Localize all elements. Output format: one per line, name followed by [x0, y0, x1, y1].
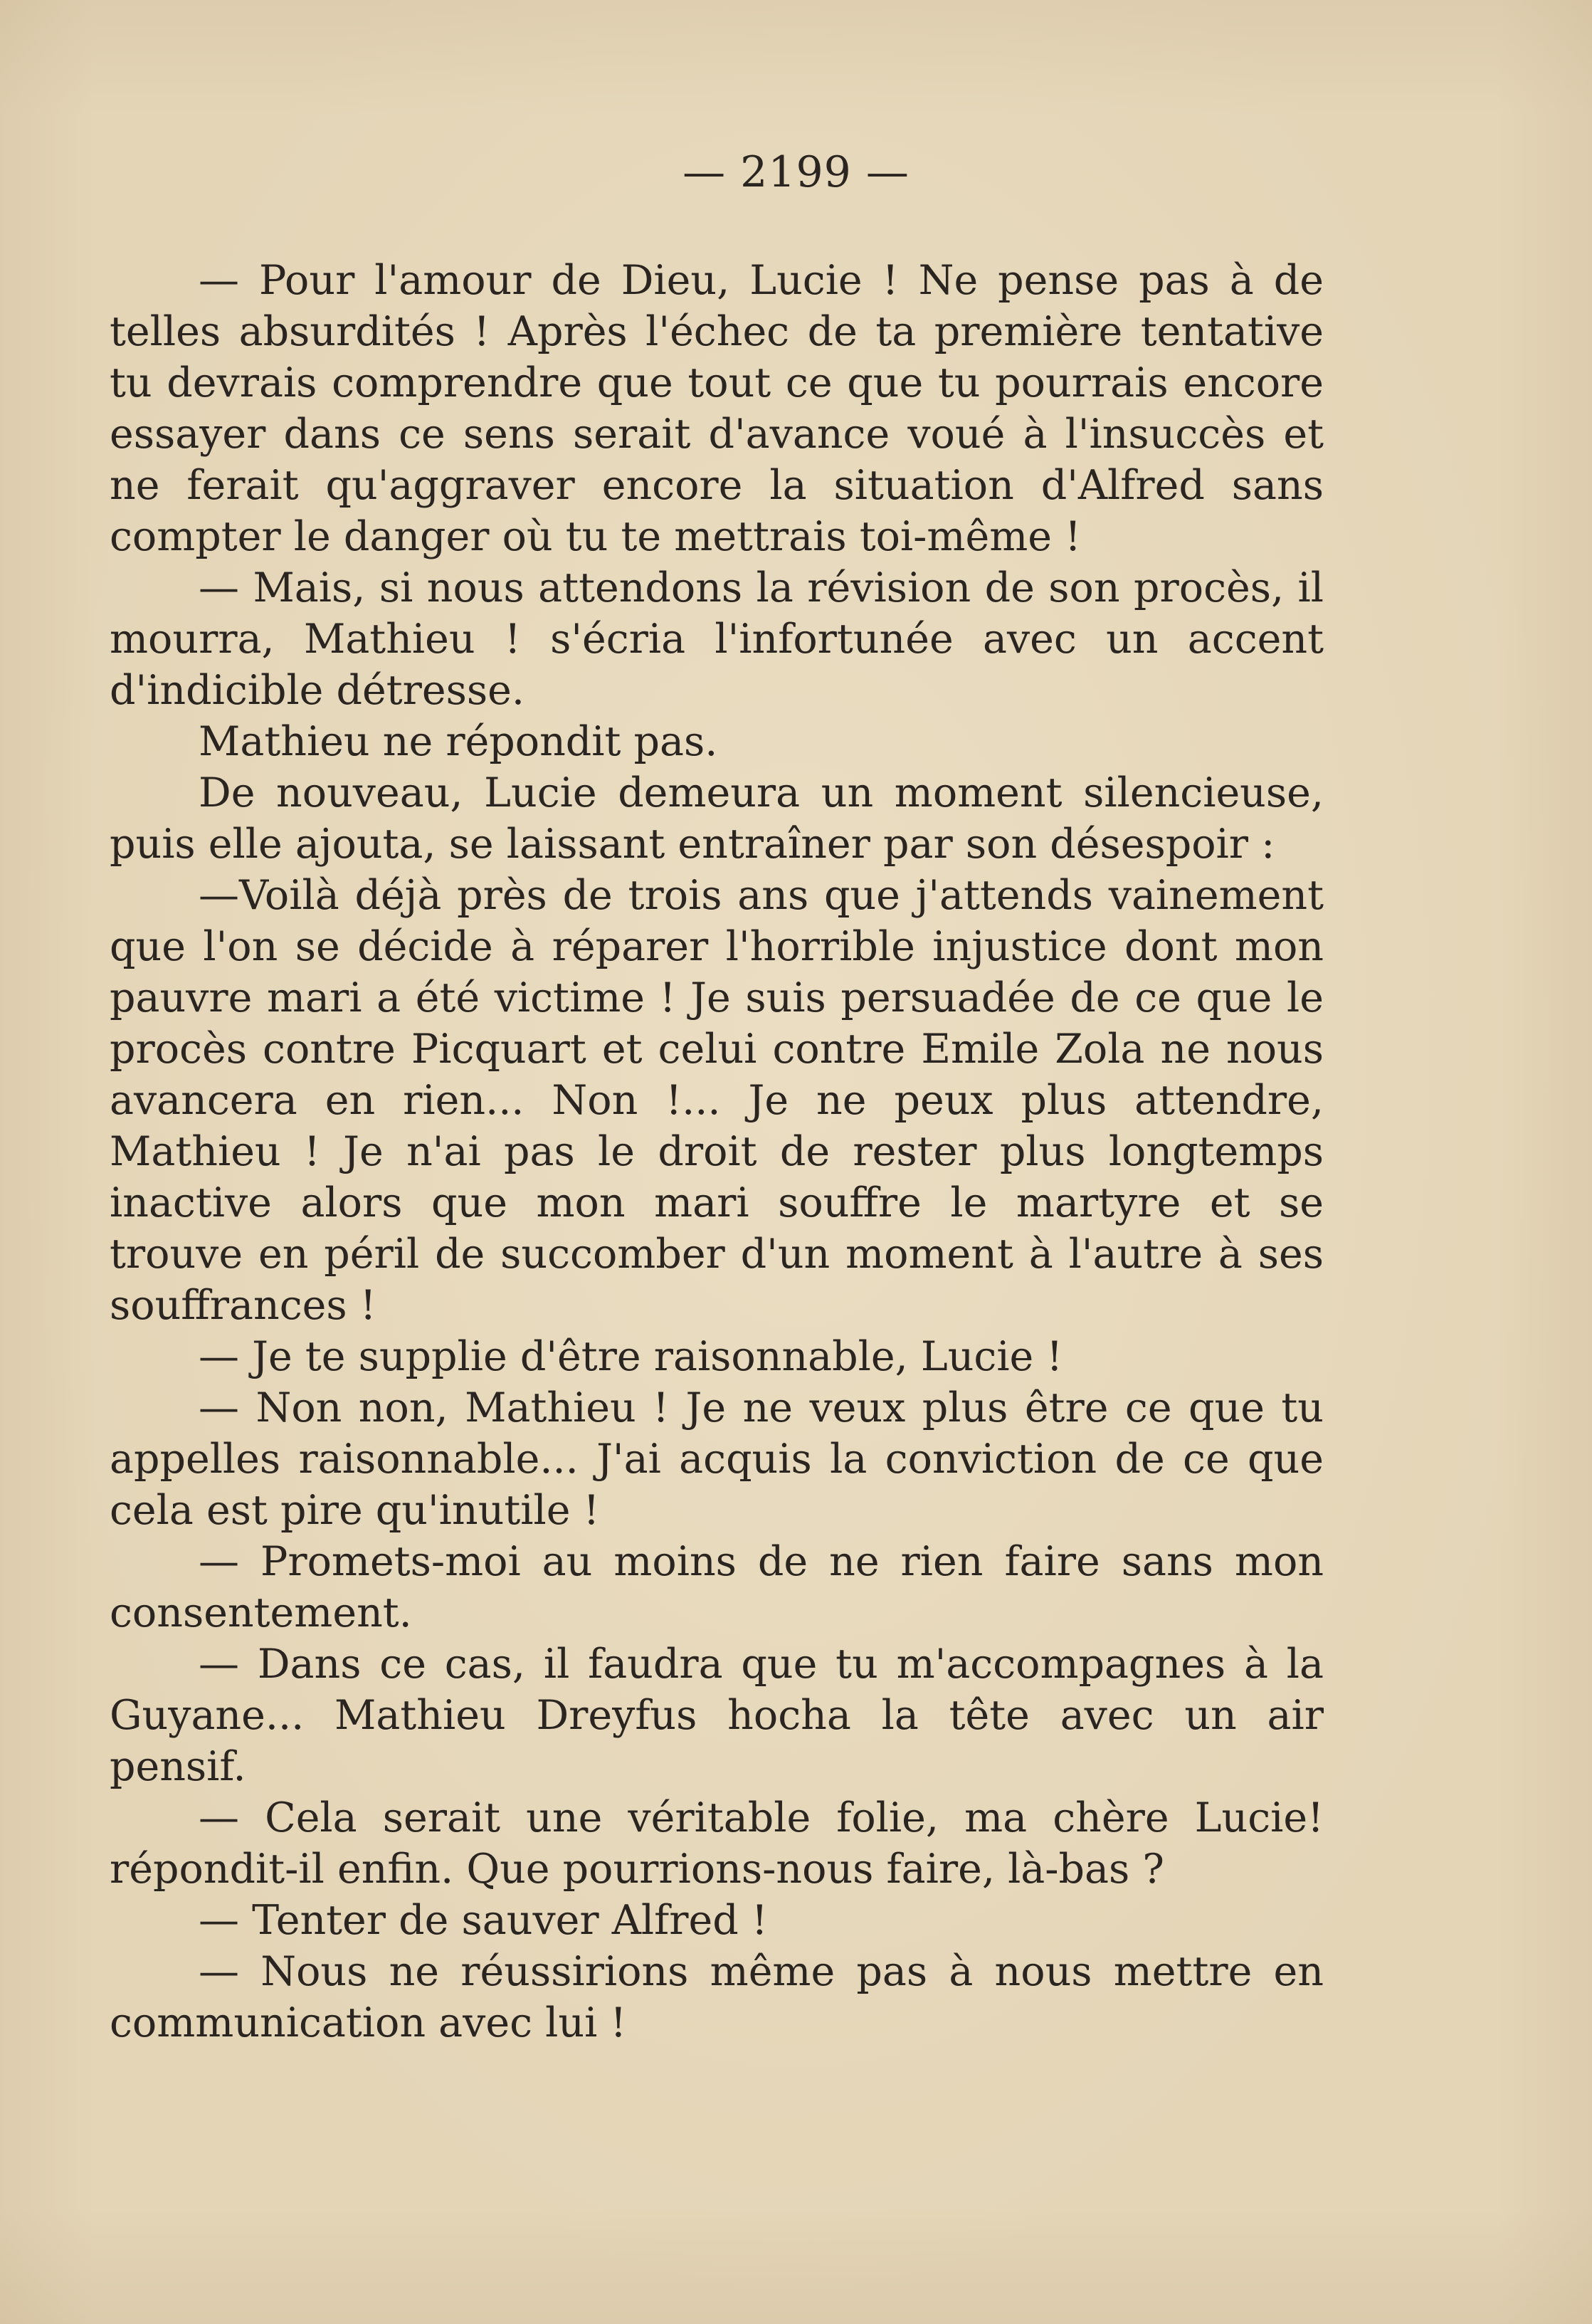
paragraph: — Je te supplie d'être raisonnable, Lucie ! [199, 1333, 1063, 1380]
body-text [110, 255, 1324, 2049]
paragraph: — Nous ne réussirions même pas à nous mettre en communication avec lui ! [110, 1948, 1324, 2046]
paragraph: — Promets-moi au moins de ne rien faire sans mon consentement. [110, 1538, 1324, 1636]
paragraph: — Mais, si nous attendons la révision de son procès, il mourra, Mathieu ! s'écria l'infortunée avec un accent d'indicible détresse. [110, 564, 1324, 714]
paragraph: — Pour l'amour de Dieu, Lucie ! Ne pense pas à de telles absurdités ! Après l'échec de ta première tentative tu devrais comprendre que tout ce que tu pourrais encore essayer dans ce sens serait d'avance voué à l'insuccès et ne ferait qu'aggraver encore la situation d'Alfred sans compter le danger où tu te mettrais toi-même ! [110, 257, 1324, 560]
paragraph: — Tenter de sauver Alfred ! [199, 1897, 768, 1944]
paragraph: — Non non, Mathieu ! Je ne veux plus être ce que tu appelles raisonnable... J'ai acquis la conviction de ce que cela est pire qu'inutile ! [110, 1384, 1324, 1534]
paragraph: — Dans ce cas, il faudra que tu m'accompagnes à la Guyane... Mathieu Dreyfus hocha la tête avec un air pensif. [110, 1641, 1324, 1790]
paragraph: — Cela serait une véritable folie, ma chère Lucie! répondit-il enfin. Que pourrions-nous faire, là-bas ? [110, 1794, 1324, 1893]
paragraph: —Voilà déjà près de trois ans que j'attends vainement que l'on se décide à réparer l'horrible injustice dont mon pauvre mari a été victime ! Je suis persuadée de ce que le procès contre Picquart et celui contre Emile Zola ne nous avancera en rien... Non !... Je ne peux plus attendre, Mathieu ! Je n'ai pas le droit de rester plus longtemps inactive alors que mon mari souffre le martyre et se trouve en péril de succomber d'un moment à l'autre à ses souffrances ! [110, 872, 1324, 1329]
paragraph: Mathieu ne répondit pas. [199, 718, 718, 765]
page-number: — 2199 — [682, 147, 910, 197]
paragraph: De nouveau, Lucie demeura un moment silencieuse, puis elle ajouta, se laissant entraîner par son désespoir : [110, 769, 1324, 868]
